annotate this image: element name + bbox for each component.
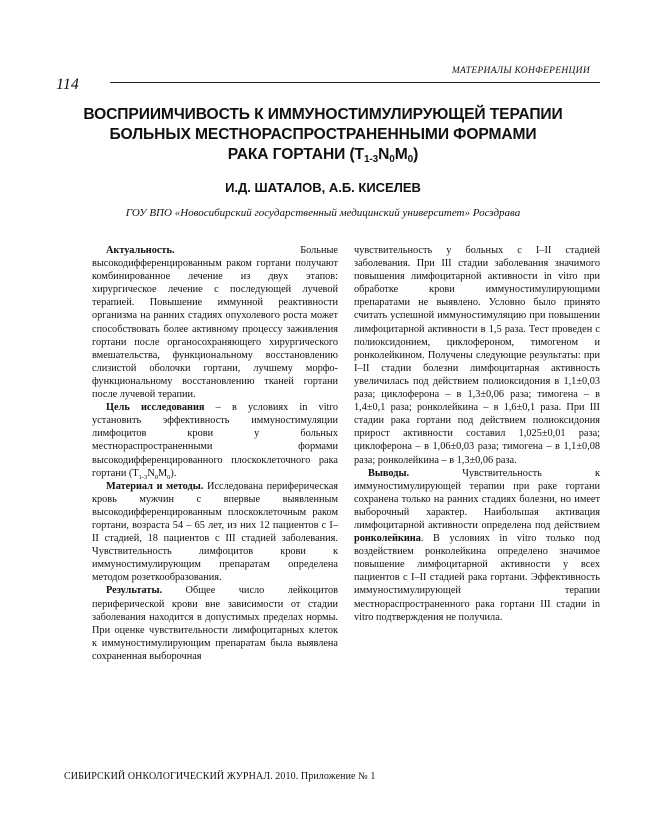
aim-text: – в условиях in vitro установить эффективность иммуностимуляции лимфоцитов крови у больных местнораспространенными формами высокодифференцированного плоскоклеточного рака гортани (T — [92, 402, 338, 479]
journal-footer: СИБИРСКИЙ ОНКОЛОГИЧЕСКИЙ ЖУРНАЛ. 2010. Приложение № 1 — [64, 771, 376, 782]
authors: И.Д. ШАТАЛОВ, А.Б. КИСЕЛЕВ — [225, 180, 421, 195]
title-close: ) — [413, 146, 419, 163]
paragraph-results — [92, 584, 338, 663]
aim-n: N — [147, 467, 155, 479]
aim-m-sub: 0 — [167, 473, 171, 481]
affiliation: ГОУ ВПО «Новосибирский государственный медицинский университет» Росздрава — [125, 207, 521, 219]
left-column — [92, 244, 338, 663]
aim-t-sub: 1-3 — [138, 473, 148, 481]
conclusions-ronco: ронколейкина — [354, 533, 421, 545]
results-text: Общее число лейкоцитов периферической крови вне зависимости от стадии заболевания находится в допустимых пределах нормы. При оценке чувствительности лимфоцитарных клеток к иммуностимулирующим препаратам была выявлена сохраненная выборочная — [92, 585, 338, 662]
paragraph-relevance — [92, 244, 338, 401]
conclusions-heading: Выводы. — [368, 467, 410, 479]
paragraph-results-continued: чувствительность у больных с I–II стадией заболевания. При III стадии заболевания значимого повышения лимфоцитарной активности in vitro при обработке крови иммуностимулирующими препаратами не выявлено. Условно было принято считать успешной иммуностимуляцию при повышении лимфоцитарной активности в 1,5 раза. Тест проведен с полиоксидонием, циклофероном, тимогеном и ронколейкином. Получены следующие результаты: при I–II стадии болезни лимфоцитарная активность увеличилась под действием полиоксидония в 1,1±0,03 раза; циклоферона – в 1,3±0,06 раза; тимогена – в 1,4±0,1 раза; ронколейкина – в 1,6±0,1 раза. При III стадии рака гортани под действием полиоксидония прирост активности составил 1,025±0,01 раза; циклоферона – в 1,06±0,03 раза; тимогена – в 1,1±0,08 раза; ронколейкина – в 1,3±0,06 раза. — [354, 245, 600, 466]
aim-heading: Цель исследования — [106, 402, 205, 414]
conference-label: МАТЕРИАЛЫ КОНФЕРЕНЦИИ — [451, 66, 590, 76]
title-line-3-prefix: РАКА ГОРТАНИ (T — [227, 146, 364, 163]
title-n: N — [378, 146, 390, 163]
article-title — [50, 105, 596, 165]
title-line-2: БОЛЬНЫХ МЕСТНОРАСПРОСТРАНЕННЫМИ ФОРМАМИ — [109, 126, 537, 143]
header-rule — [110, 82, 600, 83]
aim-n-sub: 0 — [154, 473, 158, 481]
page-number: 114 — [56, 76, 79, 93]
title-m: M — [394, 146, 408, 163]
conclusions-text-a: Чувствительность к иммуностимулирующей терапии при раке гортани сохранена только на ранних стадиях болезни, но имеет выборочный характер. Наибольшая активация лимфоцитарной активности определена под действием — [354, 467, 600, 531]
title-line-3 — [50, 145, 596, 165]
title-t-sub: 1-3 — [363, 154, 379, 165]
right-column — [354, 244, 600, 624]
paragraph-conclusions — [354, 467, 600, 624]
paragraph-aim — [92, 401, 338, 480]
title-m-sub: 0 — [407, 154, 414, 165]
relevance-text: Больные высокодифференцированным раком гортани получают комбинированное лечение из двух этапов: хирургическое лечение с последующей лучевой терапией. Повышение иммунной реактивности организма на ранних стадиях опухолевого роста может способствовать более активному процессу заживления гортани после органосохраняющего хирургического вмешательства, функциональному восстановлению слизистой оболочки гортани, лучшему морфо-функциональному восстановлению тканей гортани после лучевой терапии. — [92, 245, 338, 401]
relevance-heading: Актуальность. — [106, 245, 175, 256]
title-line-1: ВОСПРИИМЧИВОСТЬ К ИММУНОСТИМУЛИРУЮЩЕЙ ТЕРАПИИ — [83, 106, 563, 123]
results-heading: Результаты. — [106, 585, 163, 597]
methods-text: Исследована периферическая кровь мужчин с впервые выявленным высокодифференцированным плоскоклеточным раком гортани, возраста 54 – 65 лет, из них 12 пациентов с I–II стадией, 18 пациентов с III стадией заболевания. Чувствительность лимфоцитов крови к иммуностимулирующим препаратам определена методом розеткообразования. — [92, 480, 339, 584]
aim-close: ). — [170, 467, 177, 479]
aim-m: M — [158, 467, 168, 479]
title-n-sub: 0 — [389, 154, 395, 165]
conclusions-text-b: . В условиях in vitro только под воздействием ронколейкина определено значимое повышение лимфоцитарной активности у всех пациентов с I–II стадией рака гортани. Эффективность иммуностимулирующей терапии местнораспространенного рака гортани III стадии in vitro подтверждения не получила. — [354, 533, 600, 623]
methods-heading: Материал и методы. — [106, 480, 204, 492]
paragraph-methods — [92, 480, 338, 585]
